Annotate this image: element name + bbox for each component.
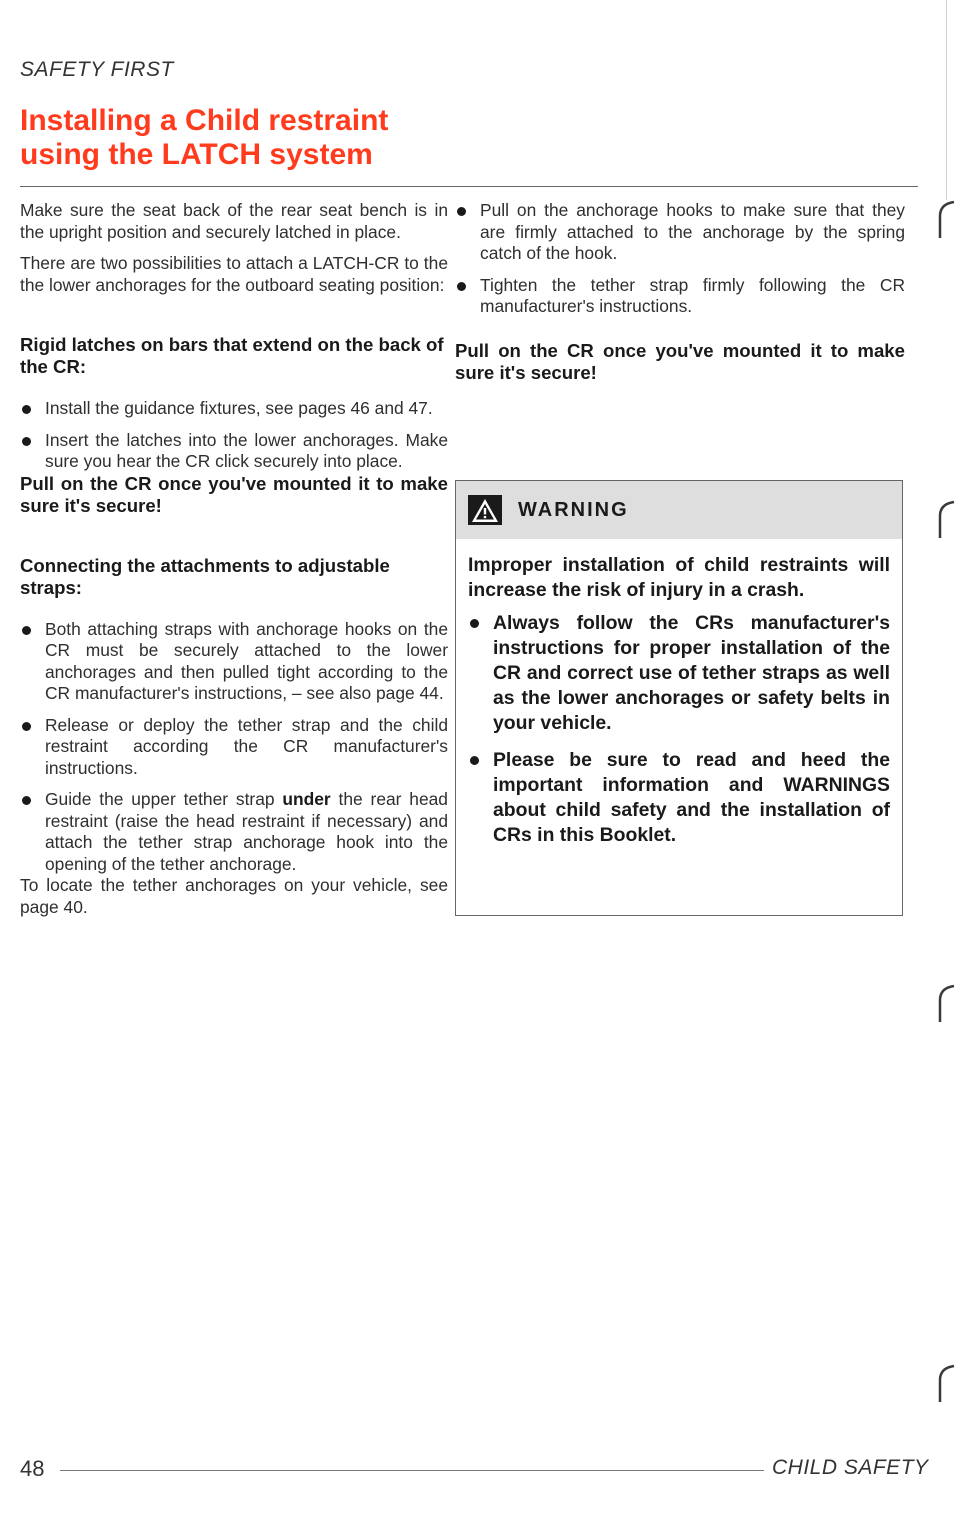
- bullet-icon: [457, 207, 466, 216]
- right-column: [455, 200, 905, 384]
- footer-section-label: CHILD SAFETY: [772, 1456, 929, 1479]
- text-segment: the rear head restraint (raise the head restraint if necessary) and attach the tether strap anchorage hook into the opening of the tether anchorage.: [45, 789, 448, 874]
- list-item: [20, 430, 448, 473]
- list-item: [20, 789, 448, 875]
- list-item-text: Release or deploy the tether strap and the child restraint according the CR manufacturer's instructions.: [45, 714, 448, 778]
- bullet-icon: [22, 405, 31, 414]
- bullet-icon: [22, 626, 31, 635]
- bullet-icon: [457, 282, 466, 291]
- warning-title: WARNING: [518, 498, 629, 521]
- bullet-icon: [22, 796, 31, 805]
- warning-triangle-icon: [468, 495, 502, 525]
- page-title-line-2: using the LATCH system: [20, 138, 373, 171]
- locate-tether-note: To locate the tether anchorages on your vehicle, see page 40.: [20, 875, 448, 917]
- list-item: [455, 200, 905, 265]
- page-tab-mark: [934, 984, 956, 1024]
- bold-word-under: under: [282, 789, 331, 809]
- list-item-text: Both attaching straps with anchorage hooks on the CR must be securely attached to the lower anchorages and then pulled tight according to the CR manufacturer's instructions, – see also page 44.: [45, 618, 448, 703]
- emphasis-note: Pull on the CR once you've mounted it to make sure it's secure!: [20, 472, 448, 516]
- section-label: SAFETY FIRST: [20, 58, 174, 81]
- page-edge-line: [946, 0, 947, 200]
- warning-header: [456, 481, 902, 539]
- list-item-text: Tighten the tether strap firmly following the CR manufacturer's instructions.: [480, 274, 905, 316]
- bullet-icon: [22, 437, 31, 446]
- list-item: [455, 275, 905, 318]
- list-item: [468, 748, 890, 848]
- subheading-rigid-latches: Rigid latches on bars that extend on the back of the CR:: [20, 334, 444, 377]
- left-column: [20, 200, 448, 928]
- warning-body: [456, 539, 902, 848]
- list-item-text: Insert the latches into the lower anchorages. Make sure you hear the CR click securely into place.: [45, 429, 448, 471]
- bullet-icon: [470, 619, 479, 628]
- emphasis-note: Pull on the CR once you've mounted it to make sure it's secure!: [455, 339, 905, 383]
- warning-box: [455, 480, 903, 916]
- list-item-text: Please be sure to read and heed the important information and WARNINGS about child safety and the installation of CRs in this Booklet.: [493, 749, 890, 846]
- bullet-icon: [470, 756, 479, 765]
- list-item-text: Always follow the CRs manufacturer's instructions for proper installation of the CR and correct use of tether straps as well as the lower anchorages or safety belts in your vehicle.: [493, 612, 890, 734]
- page-tab-mark: [934, 200, 956, 240]
- page-tab-mark: [934, 1364, 956, 1404]
- list-item: [20, 398, 448, 420]
- intro-paragraph-1: Make sure the seat back of the rear seat bench is in the upright position and securely latched in place.: [20, 200, 448, 242]
- list-item: [20, 619, 448, 705]
- page-tab-mark: [934, 500, 956, 540]
- intro-paragraph-2: There are two possibilities to attach a LATCH-CR to the the lower anchorages for the outboard seating position:: [20, 253, 448, 295]
- warning-intro: Improper installation of child restraints will increase the risk of injury in a crash.: [468, 554, 890, 601]
- list-item-text: [45, 789, 448, 875]
- list-item-text: Install the guidance fixtures, see pages 46 and 47.: [45, 398, 433, 418]
- page-title: [20, 104, 460, 172]
- list-item: [468, 611, 890, 736]
- list-item: [20, 715, 448, 780]
- text-segment: Guide the upper tether strap: [45, 789, 283, 809]
- page-number: 48: [20, 1456, 45, 1481]
- bullet-icon: [22, 722, 31, 731]
- title-divider: [20, 186, 918, 187]
- list-item-text: Pull on the anchorage hooks to make sure that they are firmly attached to the anchorage by the spring catch of the hook.: [480, 200, 905, 263]
- page-title-line-1: Installing a Child restraint: [20, 104, 389, 137]
- footer-divider: [60, 1470, 764, 1471]
- subheading-adjustable-straps: Connecting the attachments to adjustable straps:: [20, 554, 390, 598]
